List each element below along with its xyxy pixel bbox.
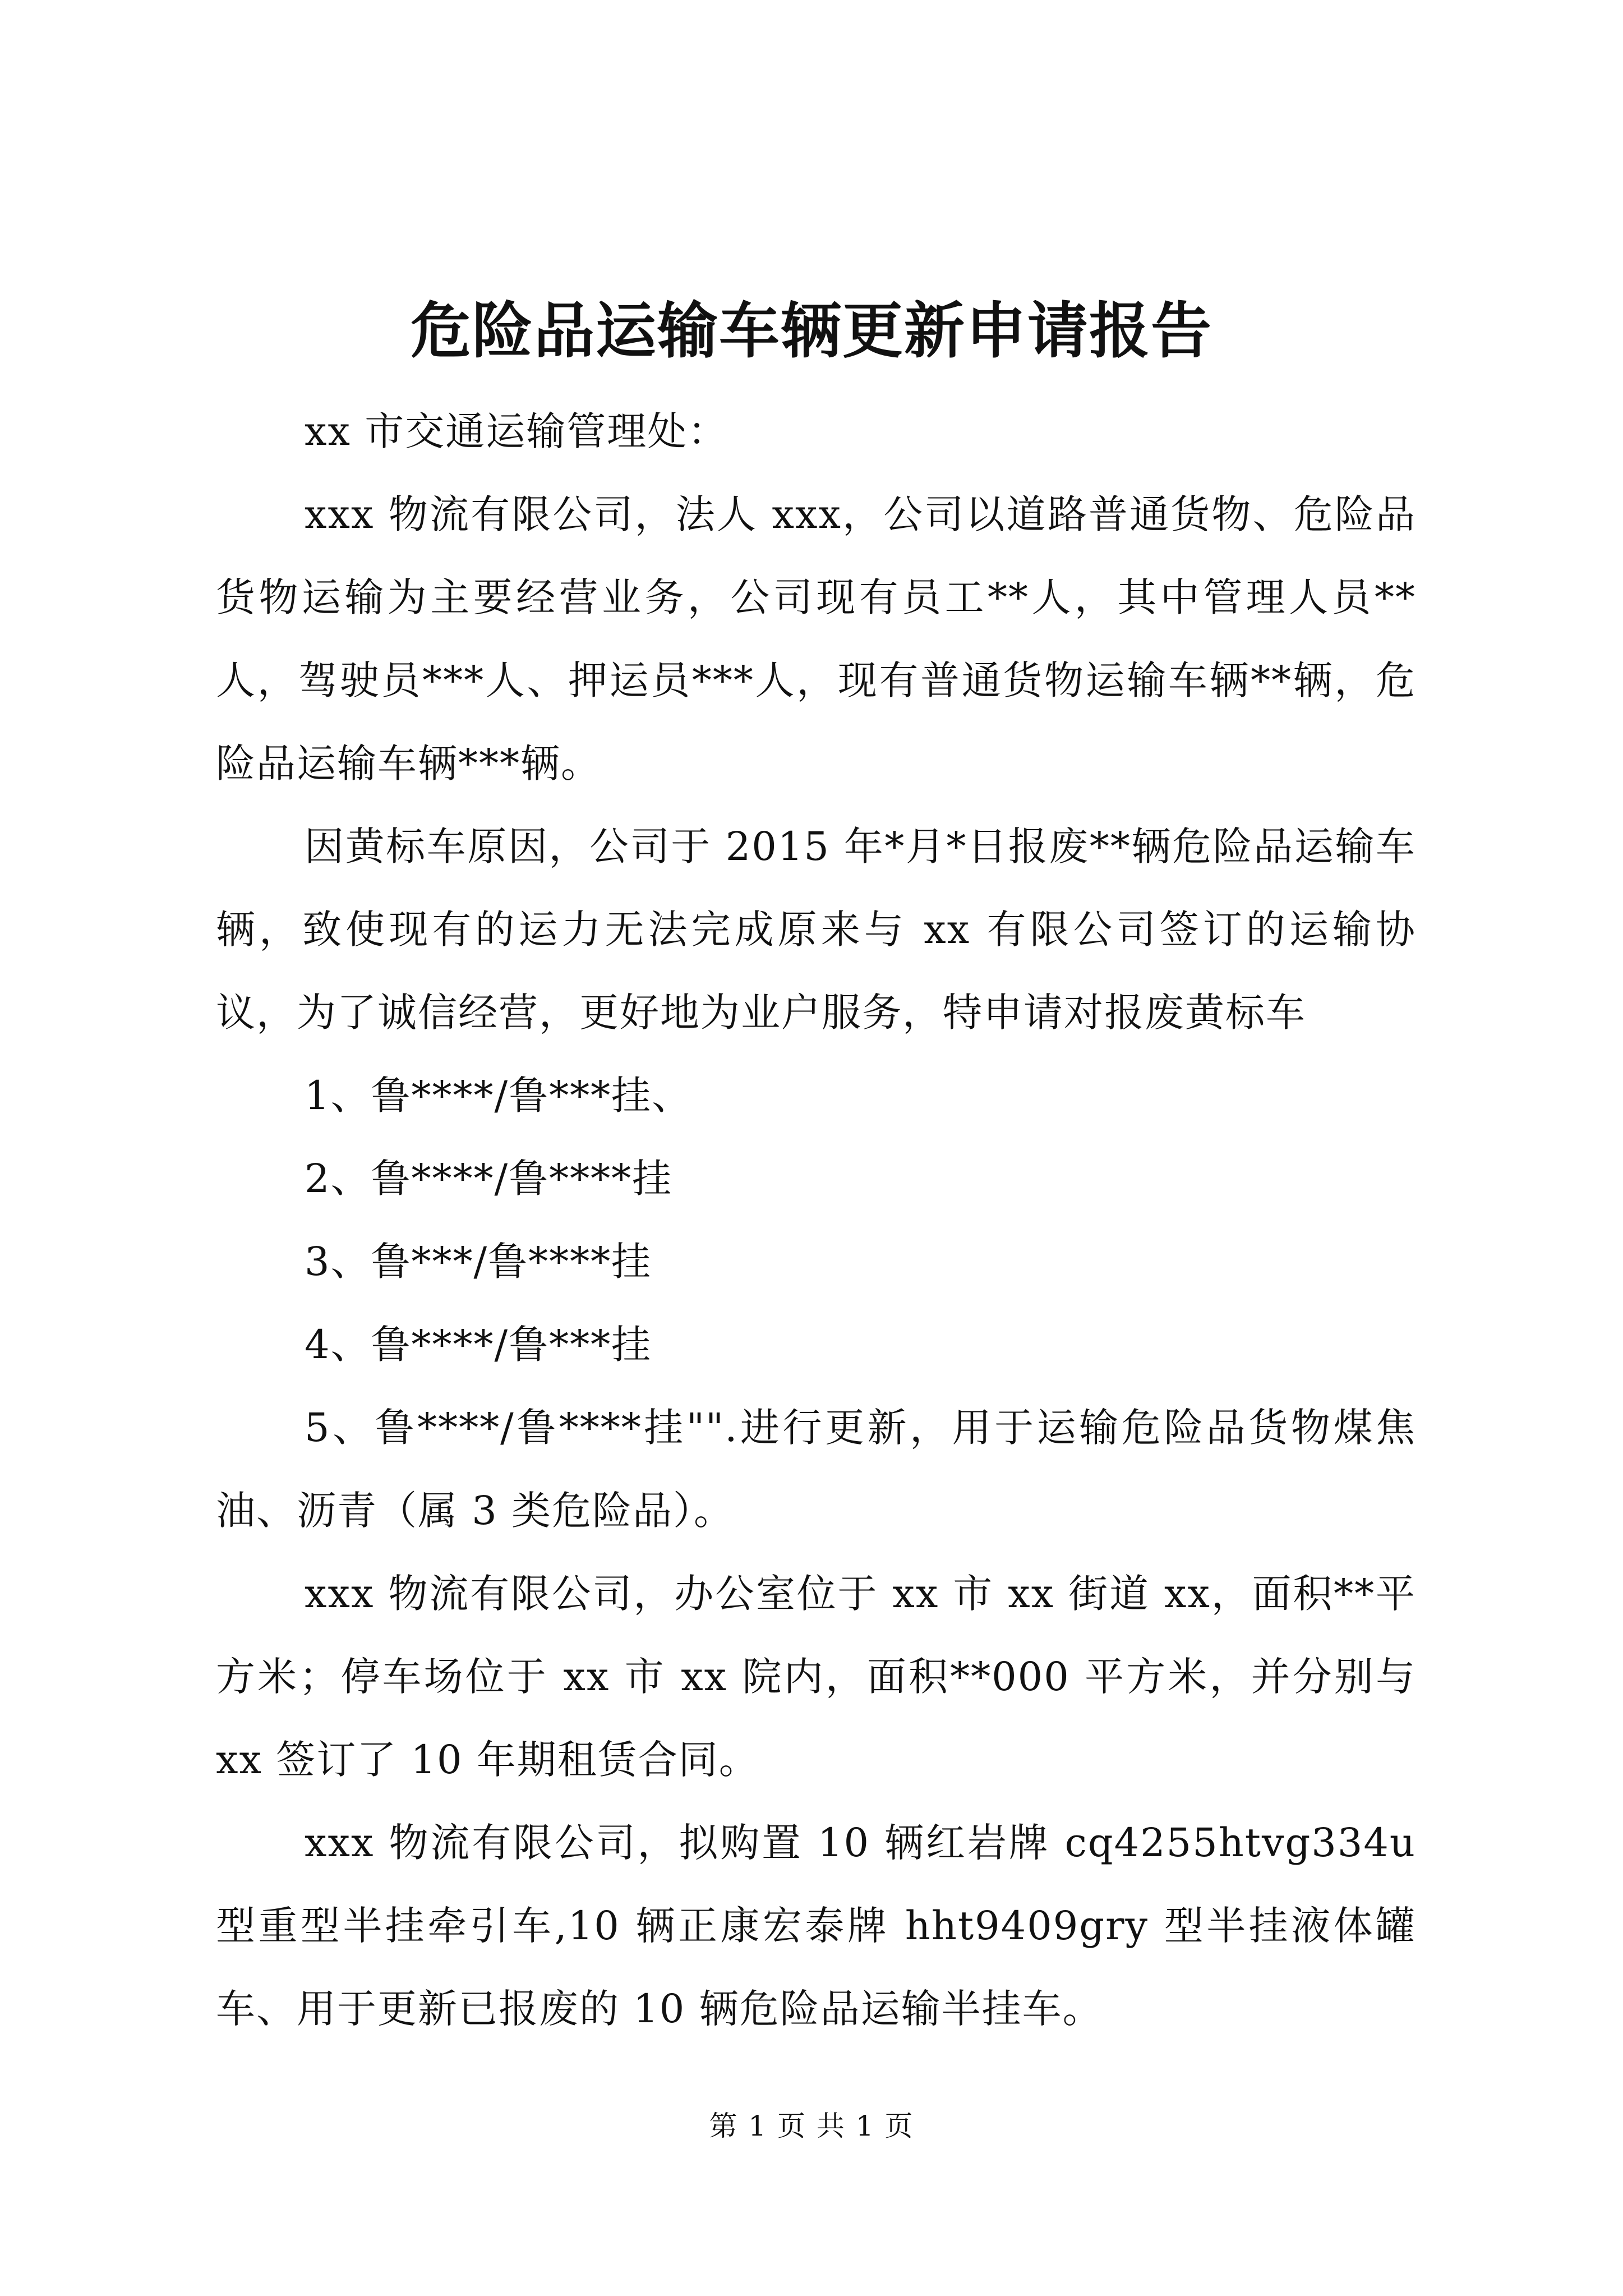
paragraph-company-intro: xxx 物流有限公司，法人 xxx，公司以道路普通货物、危险品货物运输为主要经营业务，公司现有员工**人，其中管理人员**人，驾驶员***人、押运员***人，现有普通货物运输车辆**辆，危险品运输车辆***辆。 — [216, 491, 1416, 786]
page-footer: 第 1 页 共 1 页 — [709, 2110, 914, 2142]
paragraph-scrap-reason: 因黄标车原因，公司于 2015 年*月*日报废**辆危险品运输车辆，致使现有的运力无法完成原来与 xx 有限公司签订的运输协议，为了诚信经营，更好地为业户服务，特申请对报废黄标车 — [216, 823, 1416, 1036]
list-item: 3、鲁***/鲁****挂 — [305, 1239, 652, 1285]
list-item: 5、鲁****/鲁****挂"".进行更新，用于运输危险品货物煤焦油、沥青（属 3 类危险品）。 — [216, 1405, 1416, 1534]
paragraph-purchase-plan: xxx 物流有限公司，拟购置 10 辆红岩牌 cq4255htvg334u 型重型半挂牵引车,10 辆正康宏泰牌 hht9409gry 型半挂液体罐车、用于更新已报废的 10 辆危险品运输半挂车。 — [216, 1820, 1416, 2032]
paragraph-office-info: xxx 物流有限公司，办公室位于 xx 市 xx 街道 xx，面积**平方米；停车场位于 xx 市 xx 院内，面积**000 平方米，并分别与 xx 签订了 10 年期租赁合同。 — [216, 1571, 1416, 1783]
salutation: xx 市交通运输管理处： — [305, 408, 728, 454]
list-item: 2、鲁****/鲁****挂 — [305, 1156, 673, 1202]
document-title: 危险品运输车辆更新申请报告 — [410, 296, 1212, 366]
document-body — [216, 390, 1416, 2050]
list-item: 4、鲁****/鲁***挂 — [305, 1322, 652, 1368]
list-item: 1、鲁****/鲁***挂、 — [305, 1073, 693, 1119]
